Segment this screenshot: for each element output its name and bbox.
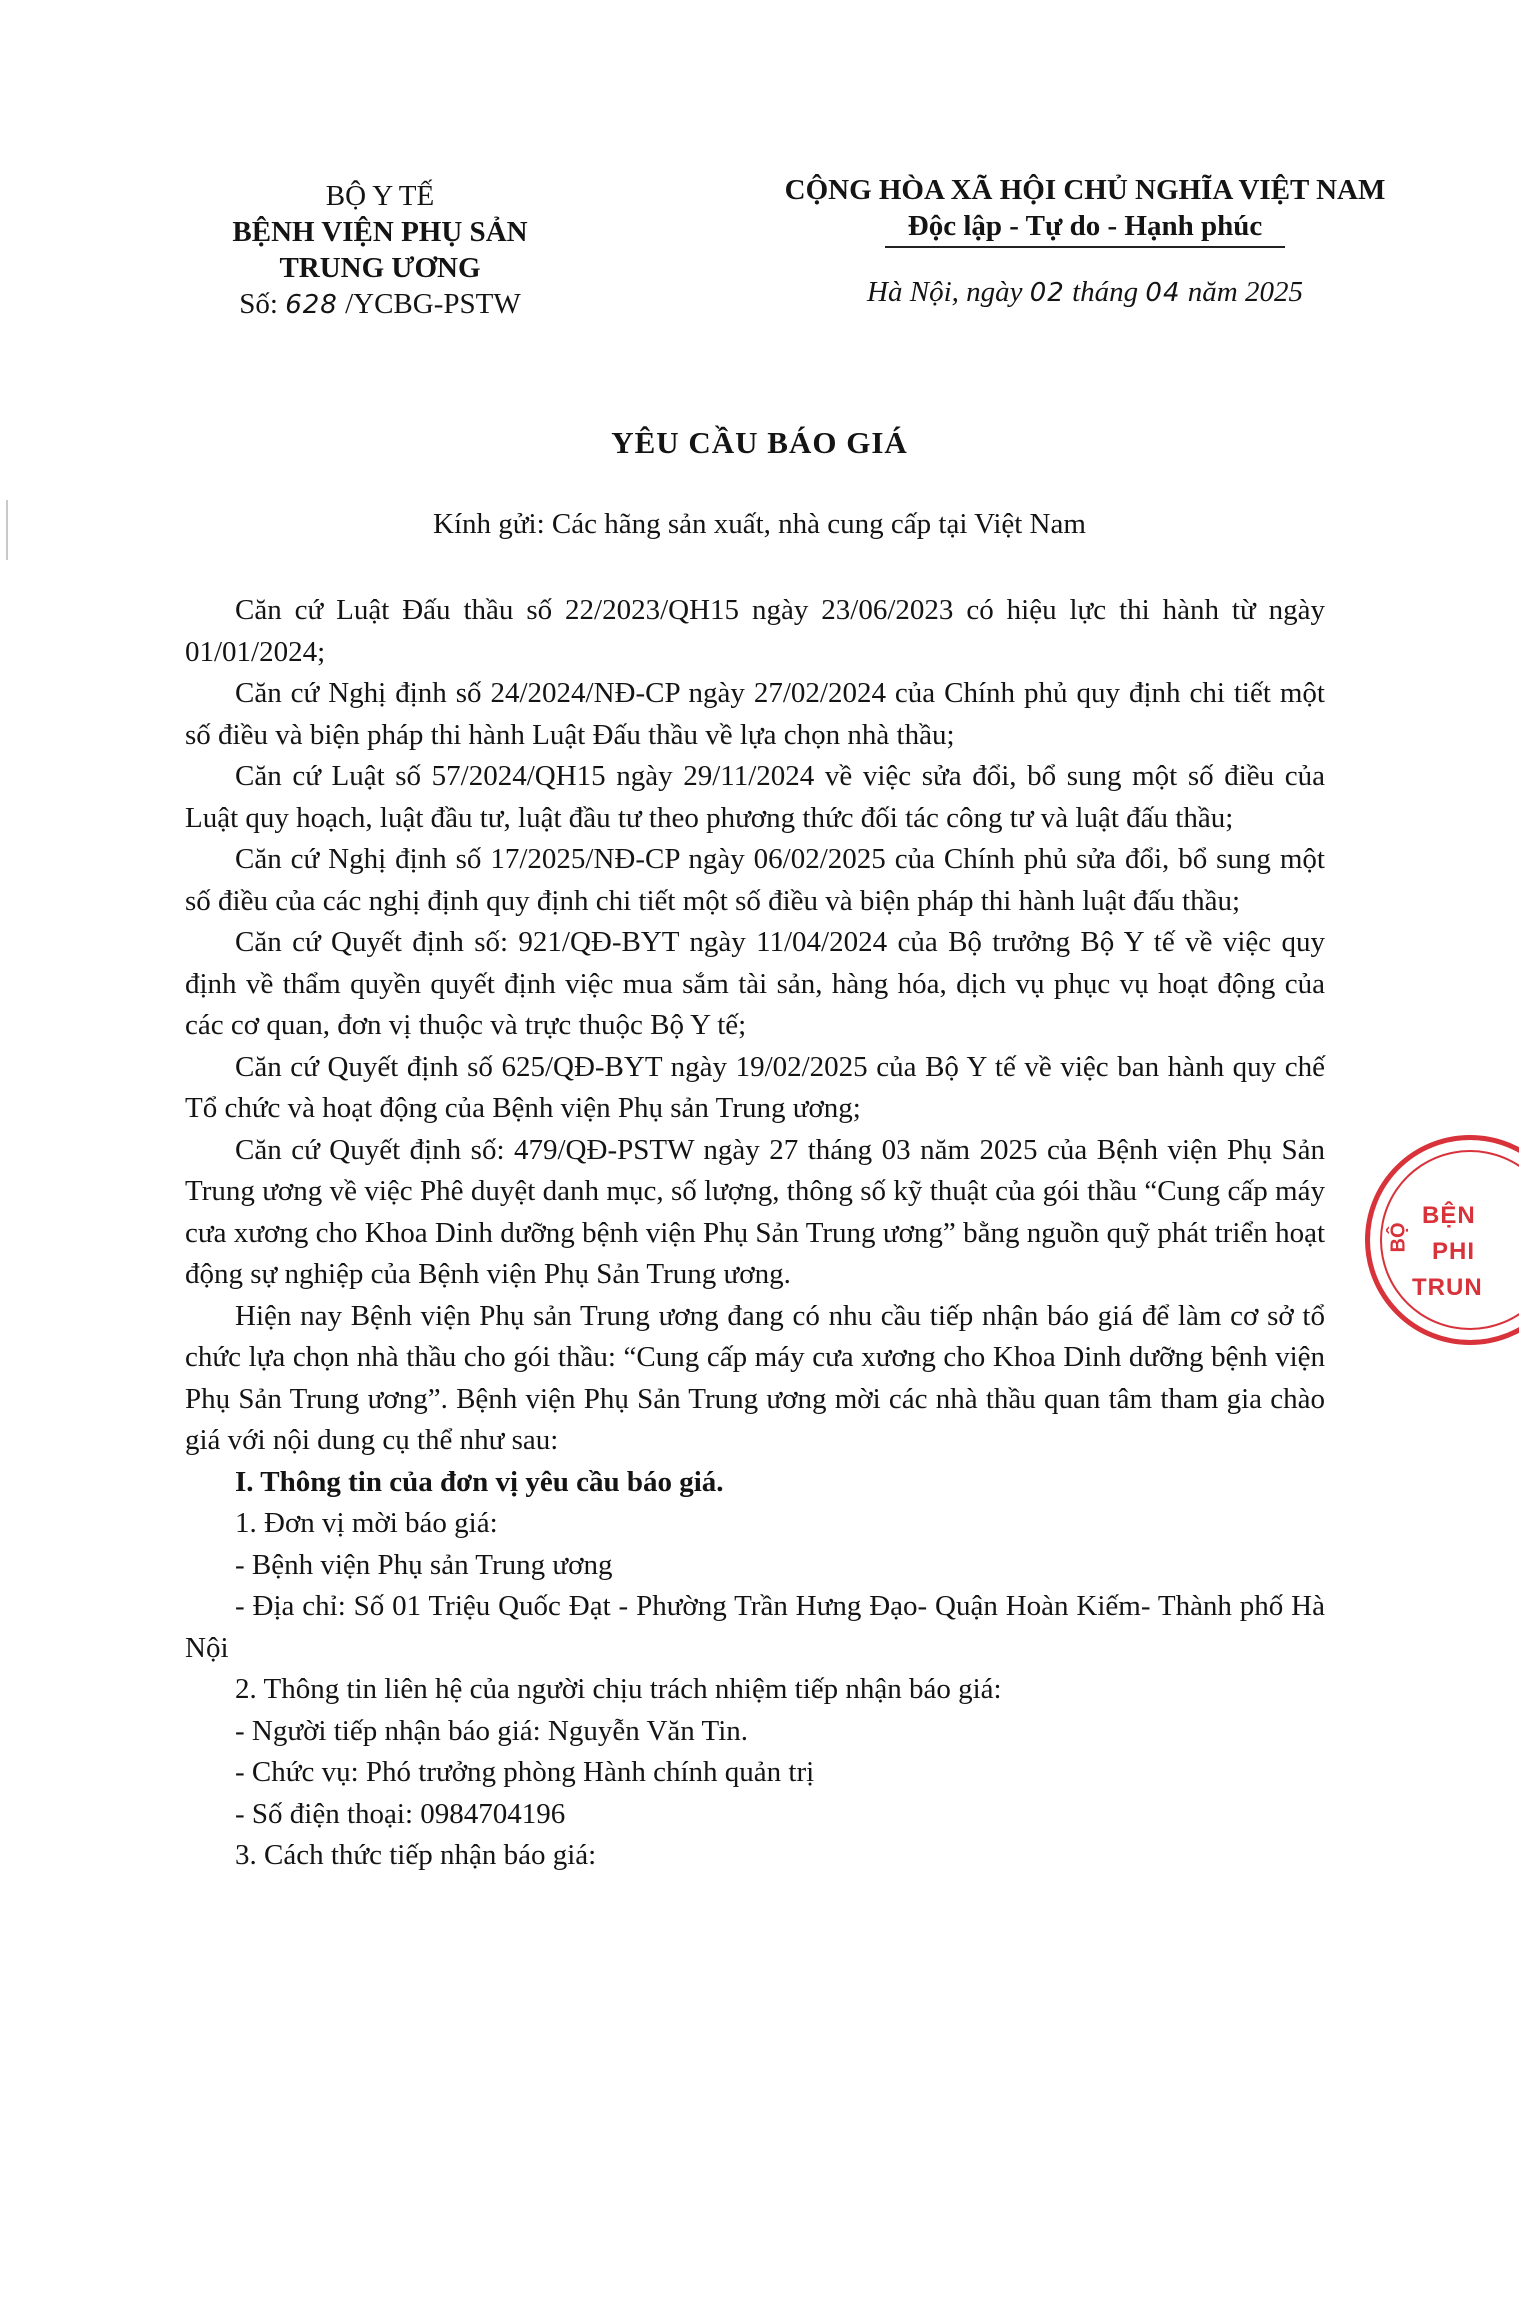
section-heading: I. Thông tin của đơn vị yêu cầu báo giá. — [235, 1465, 724, 1498]
document-number-suffix: /YCBG-PSTW — [345, 288, 521, 320]
date-prefix: Hà Nội, ngày — [867, 276, 1023, 308]
legal-basis-paragraph: Căn cứ Quyết định số 625/QĐ-BYT ngày 19/02/2025 của Bộ Y tế về việc ban hành quy chế Tổ chức và hoạt động của Bệnh viện Phụ sản Trung ương; — [185, 1050, 1325, 1124]
legal-basis-paragraph: Căn cứ Quyết định số: 921/QĐ-BYT ngày 11/04/2024 của Bộ trưởng Bộ Y tế về việc quy định về thẩm quyền quyết định việc mua sắm tài sản, hàng hóa, dịch vụ phục vụ hoạt động của các cơ quan, đơn vị thuộc và trực thuộc Bộ Y tế; — [185, 926, 1325, 1041]
date-suffix: năm 2025 — [1187, 276, 1303, 308]
issuer-header — [185, 178, 575, 323]
issue-date — [745, 274, 1425, 311]
unit-address: - Địa chỉ: Số 01 Triệu Quốc Đạt - Phường Trần Hưng Đạo- Quận Hoàn Kiếm- Thành phố Hà Nội — [185, 1590, 1325, 1664]
motto-underline — [885, 246, 1285, 248]
legal-basis-paragraph: Căn cứ Nghị định số 17/2025/NĐ-CP ngày 06/02/2025 của Chính phủ sửa đổi, bổ sung một số điều của các nghị định quy định chi tiết một số điều và biện pháp thi hành luật đấu thầu; — [185, 843, 1325, 917]
national-motto — [745, 208, 1425, 248]
section-item: 3. Cách thức tiếp nhận báo giá: — [235, 1839, 597, 1871]
date-month-handwritten: 04 — [1145, 278, 1181, 308]
date-mid: tháng — [1072, 276, 1139, 308]
national-header — [745, 172, 1425, 311]
request-paragraph: Hiện nay Bệnh viện Phụ sản Trung ương đang có nhu cầu tiếp nhận báo giá để làm cơ sở tổ chức lựa chọn nhà thầu cho gói thầu: “Cung cấp máy cưa xương cho Khoa Dinh dưỡng bệnh viện Phụ Sản Trung ương”. Bệnh viện Phụ Sản Trung ương mời các nhà thầu quan tâm tham gia chào giá với nội dung cụ thể như sau: — [185, 1299, 1325, 1456]
national-motto-text: Độc lập - Tự do - Hạnh phúc — [907, 210, 1263, 242]
section-item: 2. Thông tin liên hệ của người chịu trách nhiệm tiếp nhận báo giá: — [235, 1673, 1002, 1705]
legal-basis-paragraph: Căn cứ Luật số 57/2024/QH15 ngày 29/11/2024 về việc sửa đổi, bổ sung một số điều của Luật quy hoạch, luật đầu tư, luật đầu tư theo phương thức đối tác công tư và luật đấu thầu; — [185, 760, 1325, 834]
document-number-prefix: Số: — [239, 288, 278, 320]
seal-text-line2: PHI — [1432, 1238, 1476, 1265]
hospital-name-line1: BỆNH VIỆN PHỤ SẢN — [232, 216, 528, 248]
legal-basis-paragraph: Căn cứ Nghị định số 24/2024/NĐ-CP ngày 27/02/2024 của Chính phủ quy định chi tiết một số điều và biện pháp thi hành Luật Đấu thầu về lựa chọn nhà thầu; — [185, 677, 1325, 751]
seal-text-line1: BỆN — [1422, 1202, 1476, 1229]
receiver-phone: - Số điện thoại: 0984704196 — [235, 1797, 566, 1830]
unit-name: - Bệnh viện Phụ sản Trung ương — [235, 1548, 613, 1581]
recipient-line: Kính gửi: Các hãng sản xuất, nhà cung cấp tại Việt Nam — [433, 508, 1086, 540]
document-body — [185, 590, 1325, 1877]
document-title: YÊU CẦU BÁO GIÁ — [611, 425, 908, 460]
seal-side-text: BỘ — [1387, 1222, 1410, 1253]
date-day-handwritten: 02 — [1029, 278, 1065, 308]
receiver-name: - Người tiếp nhận báo giá: Nguyễn Văn Tin. — [235, 1714, 749, 1747]
document-number — [185, 286, 575, 323]
document-number-handwritten: 628 — [285, 290, 338, 320]
legal-basis-paragraph: Căn cứ Luật Đấu thầu số 22/2023/QH15 ngày 23/06/2023 có hiệu lực thi hành từ ngày 01/01/2024; — [185, 594, 1325, 668]
legal-basis-paragraph: Căn cứ Quyết định số: 479/QĐ-PSTW ngày 27 tháng 03 năm 2025 của Bệnh viện Phụ Sản Trung ương về việc Phê duyệt danh mục, số lượng, thông số kỹ thuật của gói thầu “Cung cấp máy cưa xương cho Khoa Dinh dưỡng bệnh viện Phụ Sản Trung ương” bằng nguồn quỹ phát triển hoạt động sự nghiệp của Bệnh viện Phụ Sản Trung ương. — [185, 1133, 1325, 1290]
hospital-name-line2: TRUNG ƯƠNG — [279, 252, 481, 284]
ministry-name: BỘ Y TẾ — [325, 180, 435, 212]
nation-name: CỘNG HÒA XÃ HỘI CHỦ NGHĨA VIỆT NAM — [784, 174, 1386, 206]
official-seal — [1365, 1135, 1519, 1345]
section-item: 1. Đơn vị mời báo giá: — [235, 1507, 498, 1539]
seal-text-line3: TRUN — [1412, 1274, 1483, 1301]
receiver-position: - Chức vụ: Phó trưởng phòng Hành chính quản trị — [235, 1756, 815, 1788]
